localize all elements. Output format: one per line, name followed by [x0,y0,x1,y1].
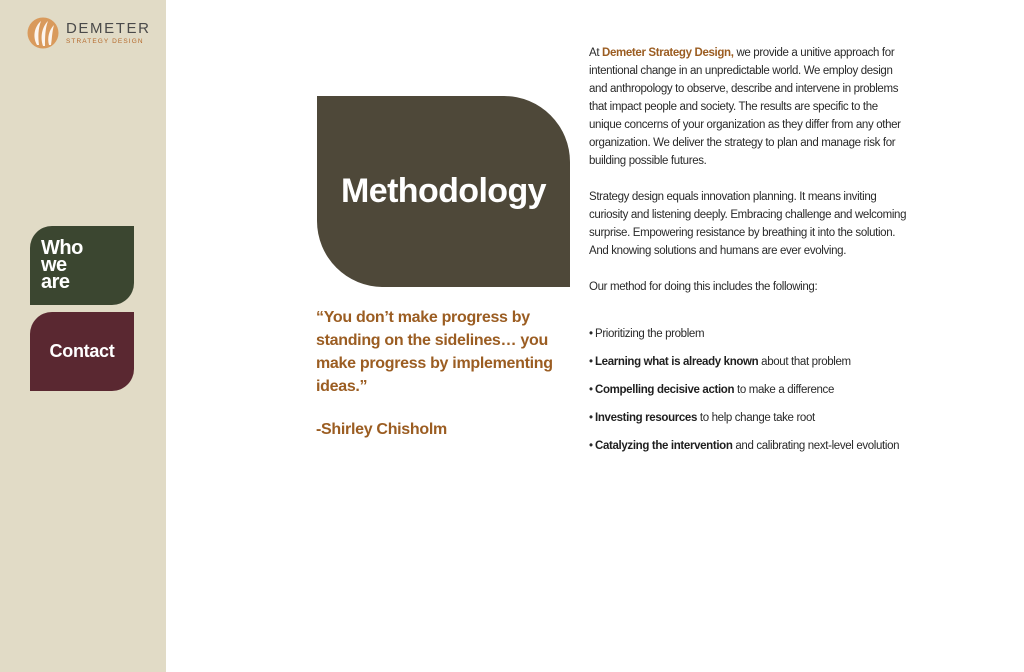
nav-contact-button[interactable]: Contact [30,312,134,391]
list-item-text: to make a difference [734,384,835,396]
list-item-text: about that problem [758,356,851,368]
method-list [589,320,909,460]
brand-tagline: STRATEGY DESIGN [66,37,144,45]
list-item-bold: Investing resources [595,412,698,424]
strategy-paragraph: Strategy design equals innovation planning. It means inviting curiosity and listening deeply. Embracing challenge and welcoming surprise. Empowering resistance by breathing it into the solution. And knowing solutions and humans are ever evolving. [589,191,907,257]
list-item [589,432,909,460]
intro-prefix: At [589,47,603,59]
hero-panel [317,96,570,287]
list-item-text: Prioritizing the problem [595,328,705,340]
list-item [589,348,909,376]
list-item [589,404,909,432]
list-item [589,376,909,404]
nav-who-line: Who [41,237,83,259]
page-title: Methodology [341,172,546,210]
brand-name: DEMETER [66,19,151,37]
leaf-logo-icon [26,16,60,50]
list-item-bold: Learning what is already known [595,356,759,368]
intro-paragraph [589,44,909,170]
intro-brand: Demeter Strategy Design, [602,47,734,59]
nav-who-line: we [41,254,67,276]
nav-who-we-are-button[interactable] [30,226,134,305]
quote-text: “You don’t make progress by standing on the sidelines… you make progress by implementing ideas.” [316,309,553,395]
logo[interactable] [26,16,151,50]
quote-author: -Shirley Chisholm [316,421,447,438]
list-item-text: to help change take root [697,412,815,424]
sidebar [0,0,166,672]
methodology-content [589,44,909,460]
list-item-bold: Compelling decisive action [595,384,735,396]
list-item-text: and calibrating next-level evolution [732,440,900,452]
nav-who-line: are [41,271,70,293]
list-item-bold: Catalyzing the intervention [595,440,733,452]
list-item [589,320,909,348]
method-intro: Our method for doing this includes the following: [589,281,818,293]
intro-rest: we provide a unitive approach for intentional change in an unpredictable world. We employ design and anthropology to observe, describe and intervene in problems that impact people and society. The results are specific to the unique concerns of your organization as they differ from any other organization. We deliver the strategy to plan and manage risk for building possible futures. [589,47,901,167]
